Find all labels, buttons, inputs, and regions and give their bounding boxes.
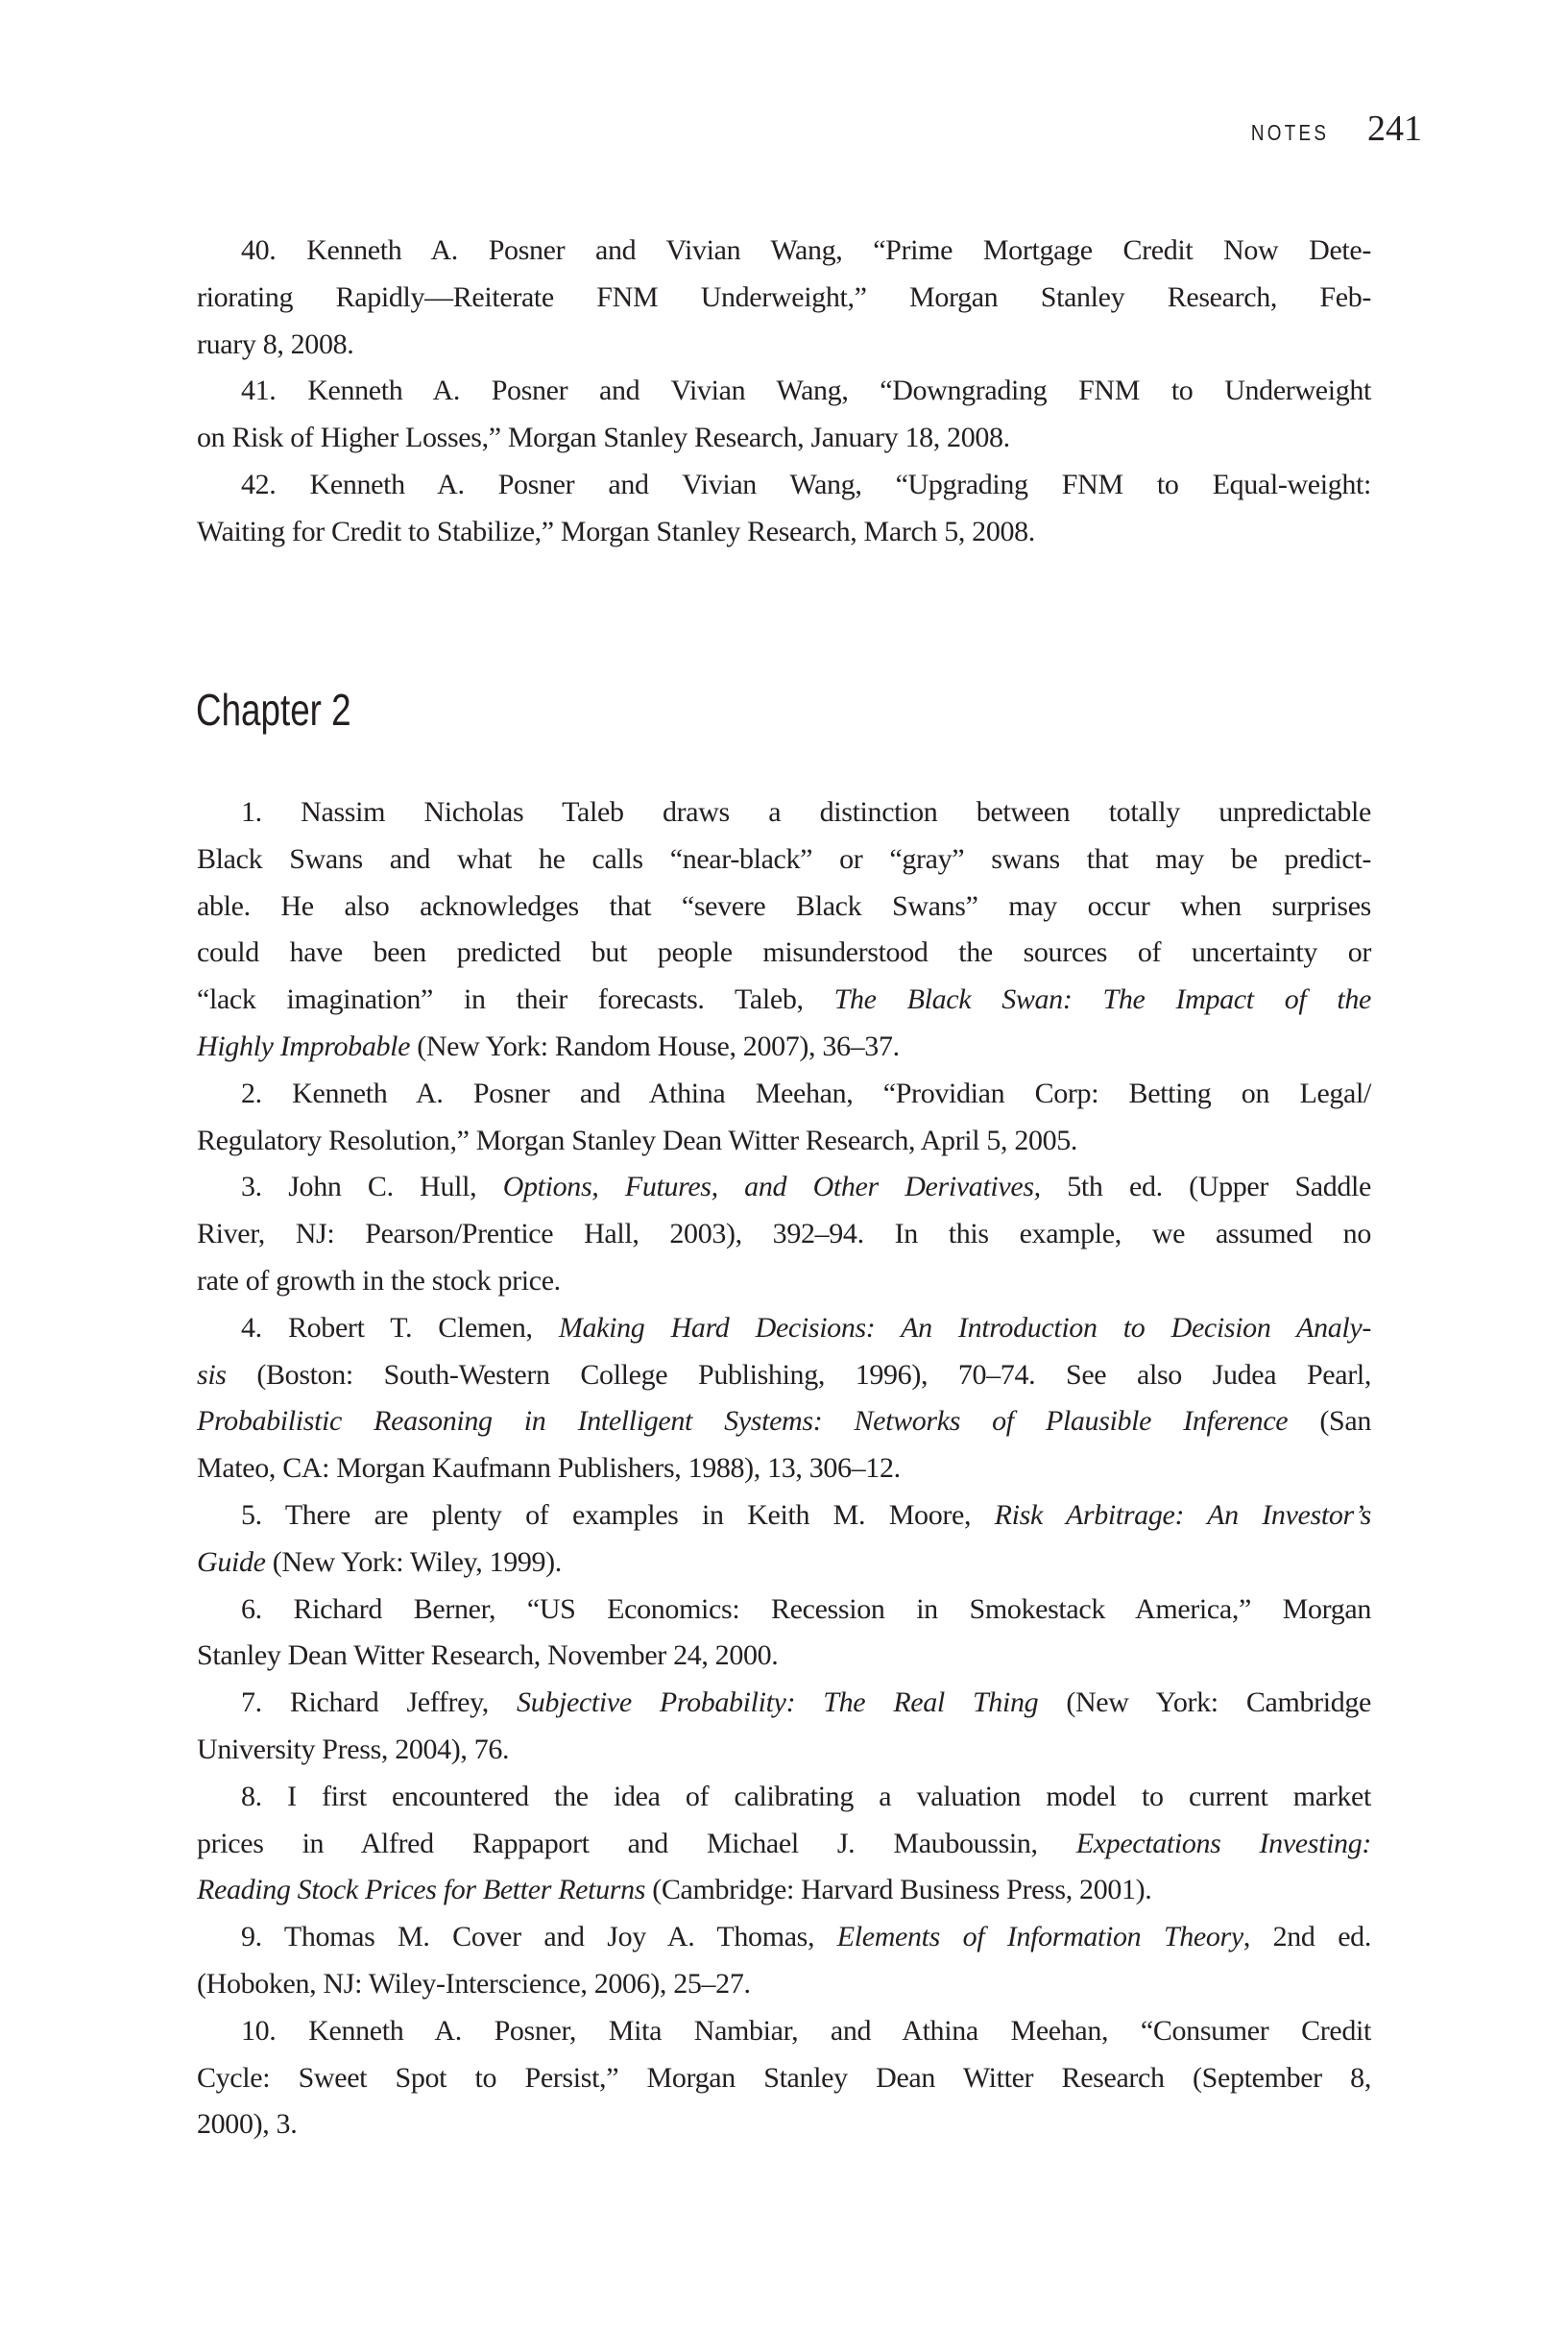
italic-title: Probabilistic Reasoning in Intelligent Systems: Networks of Plausible Inference [197,1405,1289,1438]
endnote-line [197,1305,1371,1352]
endnote-42 [197,462,1371,556]
italic-title: Subjective Probability: The Real Thing [517,1686,1039,1719]
italic-title: Expectations Investing: [1075,1827,1371,1859]
italic-title: The Black Swan: The Impact of the [833,983,1371,1016]
endnote-line [197,977,1371,1024]
italic-title: sis [197,1358,227,1391]
running-head-label: NOTES [1250,120,1329,145]
endnote-line [197,415,1371,462]
endnote-line [197,1633,1371,1680]
endnote-line [197,884,1371,931]
italic-title: Guide [197,1545,266,1578]
endnote-2 [197,1071,1371,1165]
note-text: (New York: Wiley, 1999). [265,1545,562,1578]
note-text: 40. Kenneth A. Posner and Vivian Wang, “Prime Mortgage Credit Now Dete- [241,234,1371,266]
note-text: (New York: Cambridge [1038,1686,1371,1719]
note-text: ruary 8, 2008. [197,327,354,360]
note-text: Stanley Dean Witter Research, November 24, 2000. [197,1639,779,1672]
note-text: 7. Richard Jeffrey, [241,1686,518,1719]
endnote-line [197,1352,1371,1399]
note-text: rate of growth in the stock price. [197,1264,561,1297]
note-text: prices in Alfred Rappaport and Michael J. Mauboussin, [197,1827,1076,1859]
note-text: 3. John C. Hull, [241,1171,503,1203]
italic-title: Risk Arbitrage: An Investor’s [994,1498,1372,1531]
endnote-line [197,275,1371,322]
notes-list-previous-chapter [197,228,1371,556]
endnote-line [197,1492,1371,1540]
note-text: Regulatory Resolution,” Morgan Stanley Dean Witter Research, April 5, 2005. [197,1124,1078,1156]
endnote-line [197,1118,1371,1165]
endnote-line [197,1211,1371,1258]
italic-title: Options, Futures, and Other Derivatives, [502,1171,1041,1203]
note-text: 6. Richard Berner, “US Economics: Recession in Smokestack America,” Morgan [241,1592,1371,1625]
endnote-7 [197,1680,1371,1774]
endnote-line [197,1540,1371,1587]
note-text: (San [1288,1405,1372,1438]
endnote-line [197,1258,1371,1305]
note-text: 8. I first encountered the idea of calibrating a valuation model to current market [241,1780,1371,1812]
note-text: 41. Kenneth A. Posner and Vivian Wang, “Downgrading FNM to Underweight [241,375,1371,407]
endnote-line [197,837,1371,884]
endnote-line [197,930,1371,977]
note-text: (Hoboken, NJ: Wiley-Interscience, 2006), 25–27. [197,1967,751,2000]
endnote-40 [197,228,1371,368]
endnote-10 [197,2008,1371,2148]
running-head [1234,108,1422,150]
endnote-5 [197,1492,1371,1587]
page-number: 241 [1367,109,1422,149]
note-text: 10. Kenneth A. Posner, Mita Nambiar, and Athina Meehan, “Consumer Credit [241,2014,1371,2047]
italic-title: Highly Improbable [197,1030,411,1062]
italic-title: Reading Stock Prices for Better Returns [197,1874,646,1906]
note-text: 1. Nassim Nicholas Taleb draws a distinction between totally unpredictable [241,796,1371,828]
endnote-line [197,1727,1371,1774]
endnote-line [197,2008,1371,2055]
note-text: , 2nd ed. [1242,1921,1371,1953]
endnote-line [197,1680,1371,1727]
endnote-line [197,462,1371,509]
endnote-8 [197,1774,1371,1914]
endnote-line [197,1821,1371,1868]
note-text: 5. There are plenty of examples in Keith M. Moore, [241,1498,995,1531]
note-text: University Press, 2004), 76. [197,1733,510,1765]
note-text: 4. Robert T. Clemen, [241,1311,559,1344]
endnote-line [197,1774,1371,1821]
note-text: 9. Thomas M. Cover and Joy A. Thomas, [241,1921,837,1953]
italic-title: Making Hard Decisions: An Introduction to Decision Analy- [558,1311,1372,1344]
note-text: 5th ed. (Upper Saddle [1040,1171,1372,1203]
italic-title: Elements of Information Theory [836,1921,1243,1953]
endnote-41 [197,368,1371,462]
notes-list-chapter-2 [197,789,1371,2148]
note-text: (New York: Random House, 2007), 36–37. [410,1030,900,1062]
endnote-line [197,228,1371,275]
note-text: able. He also acknowledges that “severe Black Swans” may occur when surprises [197,889,1371,922]
note-text: on Risk of Higher Losses,” Morgan Stanley Research, January 18, 2008. [197,422,1010,454]
endnote-line [197,509,1371,556]
endnote-line [197,1961,1371,2008]
endnote-line [197,322,1371,369]
endnote-3 [197,1164,1371,1304]
endnote-line [197,1445,1371,1492]
note-text: 42. Kenneth A. Posner and Vivian Wang, “Upgrading FNM to Equal-weight: [241,468,1371,500]
endnote-9 [197,1914,1371,2008]
endnote-line [197,1071,1371,1118]
endnote-line [197,1914,1371,1961]
endnote-line [197,2055,1371,2102]
note-text: “lack imagination” in their forecasts. Taleb, [197,983,834,1016]
note-text: (Cambridge: Harvard Business Press, 2001). [645,1874,1152,1906]
endnote-4 [197,1305,1371,1492]
endnote-line [197,1164,1371,1211]
endnote-1 [197,789,1371,1071]
note-text: 2. Kenneth A. Posner and Athina Meehan, “Providian Corp: Betting on Legal/ [241,1077,1371,1109]
endnote-line [197,1587,1371,1634]
note-text: River, NJ: Pearson/Prentice Hall, 2003), 392–94. In this example, we assumed no [197,1218,1371,1250]
endnote-6 [197,1587,1371,1681]
note-text: riorating Rapidly—Reiterate FNM Underweight,” Morgan Stanley Research, Feb- [197,280,1371,313]
note-text: Mateo, CA: Morgan Kaufmann Publishers, 1988), 13, 306–12. [197,1452,901,1485]
note-text: could have been predicted but people misunderstood the sources of uncertainty or [197,936,1371,969]
endnote-line [197,2101,1371,2148]
endnote-line [197,1867,1371,1914]
note-text: Waiting for Credit to Stabilize,” Morgan Stanley Research, March 5, 2008. [197,515,1035,547]
endnote-line [197,1398,1371,1445]
note-text: 2000), 3. [197,2108,298,2141]
note-text: (Boston: South-Western College Publishing, 1996), 70–74. See also Judea Pearl, [226,1358,1371,1391]
endnote-line [197,1024,1371,1071]
note-text: Cycle: Sweet Spot to Persist,” Morgan Stanley Dean Witter Research (September 8, [197,2061,1371,2094]
note-text: Black Swans and what he calls “near-black” or “gray” swans that may be predict- [197,842,1371,875]
chapter-heading: Chapter 2 [196,685,351,735]
endnote-line [197,368,1371,415]
endnote-line [197,789,1371,837]
